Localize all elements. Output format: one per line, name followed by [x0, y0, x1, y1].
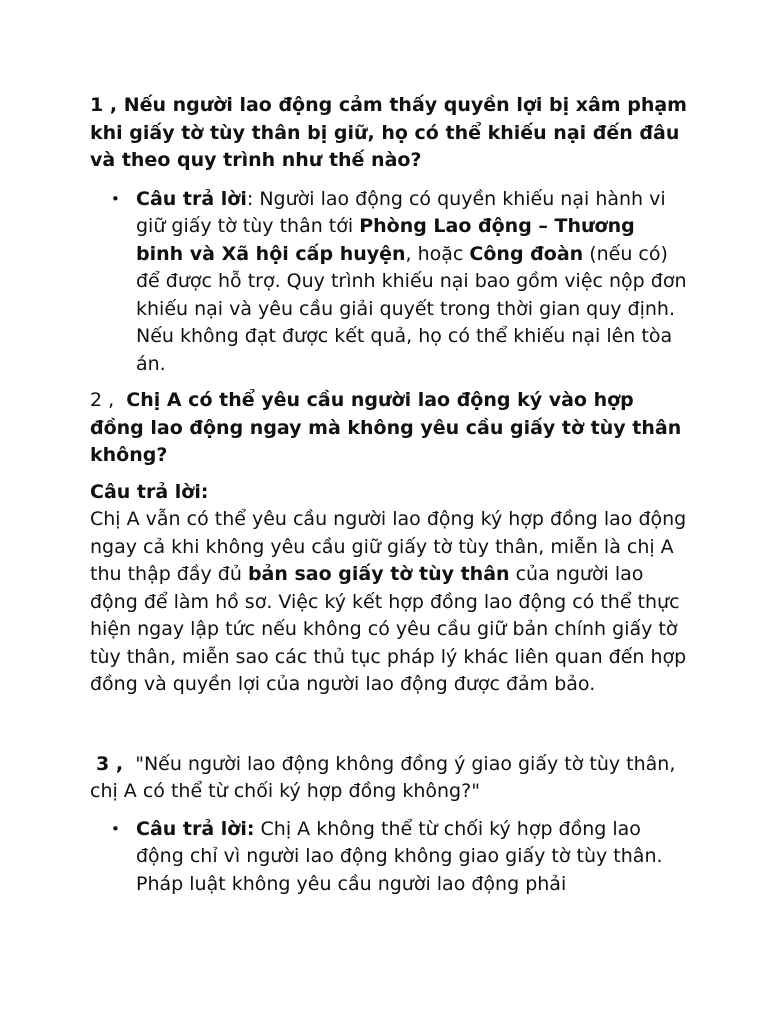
- bullet-icon: •: [111, 189, 120, 208]
- answer-2-label-text: Câu trả lời:: [90, 480, 209, 503]
- question-2-number: 2 ,: [90, 389, 115, 411]
- answer-1-bold-union: Công đoàn: [469, 242, 584, 265]
- question-3-number: 3 ,: [96, 752, 124, 775]
- question-2-text: Chị A có thể yêu cầu người lao động ký vào hợp đồng lao động ngay mà không yêu cầu giấy tờ tùy thân không?: [90, 389, 682, 466]
- answer-1-text: , hoặc: [405, 242, 470, 265]
- question-1: [90, 92, 688, 175]
- question-1-number: 1 ,: [90, 94, 118, 116]
- answer-3-list: [90, 816, 688, 899]
- answer-2-text: của người lao động để làm hồ sơ. Việc ký kết hợp đồng lao động có thể thực hiện ngay lập tức nếu không có yêu cầu giữ bản chính giấy tờ tùy thân, miễn sao các thủ tục pháp lý khác liên quan đến hợp đồng và quyền lợi của người lao động được đảm bảo.: [90, 563, 687, 695]
- answer-2-text: Chị A vẫn có thể yêu cầu người lao động ký hợp đồng lao động ngay cả khi không yêu cầu giữ giấy tờ tùy thân, miễn là chị A thu thập đầy đủ: [90, 508, 687, 585]
- answer-1-text: : Người lao động có quyền khiếu nại hành vi giữ giấy tờ tùy thân tới: [136, 187, 666, 237]
- question-1-text: Nếu người lao động cảm thấy quyền lợi bị xâm phạm khi giấy tờ tùy thân bị giữ, họ có thể khiếu nại đến đâu và theo quy trình như thế nào?: [90, 94, 687, 171]
- answer-3-item: [111, 816, 688, 899]
- question-2: [90, 387, 688, 470]
- question-3-text: "Nếu người lao động không đồng ý giao giấy tờ tùy thân, chị A có thể từ chối ký hợp đồng không?": [90, 752, 676, 802]
- answer-1-bold-office: Phòng Lao động – Thương binh và Xã hội cấp huyện: [136, 215, 635, 265]
- answer-2-bold-copy: bản sao giấy tờ tùy thân: [247, 563, 510, 585]
- question-3: [90, 751, 688, 806]
- answer-3-text: Chị A không thể từ chối ký hợp đồng lao động chỉ vì người lao động không giao giấy tờ tùy thân. Pháp luật không yêu cầu người lao động phải: [136, 817, 663, 895]
- answer-2-paragraph: [90, 506, 688, 699]
- answer-1-item: [111, 186, 688, 379]
- answer-3-label: Câu trả lời:: [136, 817, 255, 840]
- answer-1-list: [90, 186, 688, 379]
- answer-1-text: (nếu có) để được hỗ trợ. Quy trình khiếu nại bao gồm việc nộp đơn khiếu nại và yêu cầu giải quyết trong thời gian quy định. Nếu không đạt được kết quả, họ có thể khiếu nại lên tòa án.: [136, 242, 687, 375]
- answer-1-label: Câu trả lời: [136, 187, 247, 210]
- answer-2-label: [90, 479, 688, 507]
- bullet-icon: •: [111, 819, 120, 838]
